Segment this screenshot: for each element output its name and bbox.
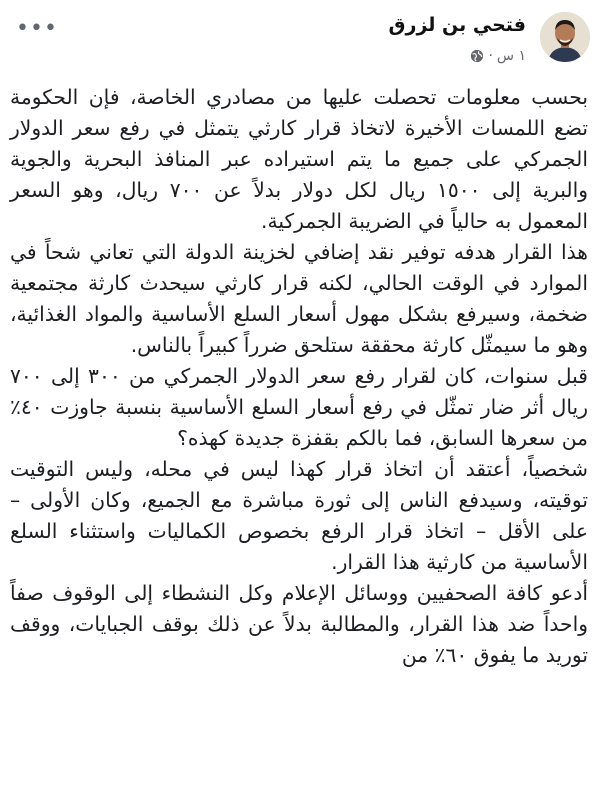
post-header (0, 8, 600, 80)
meta-separator: · (488, 48, 493, 64)
more-options-icon[interactable]: ••• (16, 16, 58, 41)
post-paragraph: قبل سنوات، كان لقرار رفع سعر الدولار الجمركي من ٣٠٠ إلى ٧٠٠ ريال أثر ضار تمثّل في رفع أسعار السلع الأساسية بنسبة جاوزت ٤٠٪ من سعرها السابق، فما بالكم بقفزة جديدة كهذه؟ (10, 364, 588, 450)
post-paragraph: أدعو كافة الصحفيين ووسائل الإعلام وكل النشطاء إلى الوقوف صفاً واحداً ضد هذا القرار، والمطالبة بدلاً عن ذلك بوقف الجبايات، ووقف توريد ما يفوق ٦٠٪ من (10, 581, 588, 667)
globe-icon (470, 49, 484, 63)
post-paragraph: بحسب معلومات تحصلت عليها من مصادري الخاصة، فإن الحكومة تضع اللمسات الأخيرة لاتخاذ قرار كارثي يتمثل في رفع سعر الدولار الجمركي على جميع ما يتم استيراده عبر المنافذ البحرية والجوية والبرية إلى ١٥٠٠ ريال لكل دولار بدلاً عن ٧٠٠ ريال، وهو السعر المعمول به حالياً في الضريبة الجمركية. (10, 85, 588, 233)
post-paragraph: شخصياً، أعتقد أن اتخاذ قرار كهذا ليس في محله، وليس التوقيت توقيته، وسيدفع الناس إلى ثورة مباشرة مع الجميع، وكان الأولى – على الأقل – اتخاذ قرار الرفع بخصوص الكماليات واستثناء السلع الأساسية من كارثية هذا القرار. (10, 457, 588, 574)
post-meta (470, 48, 526, 64)
avatar-image (540, 12, 590, 62)
post-paragraph: هذا القرار هدفه توفير نقد إضافي لخزينة الدولة التي تعاني شحاً في الموارد في الوقت الحالي، لكنه قرار كارثي سيحدث كارثة مجتمعية ضخمة، وسيرفع بشكل مهول أسعار السلع الأساسية والمواد الغذائية، وهو ما سيمثّل كارثة محققة ستلحق ضرراً كبيراً بالناس. (10, 240, 588, 357)
author-name[interactable]: فتحي بن لزرق (388, 14, 526, 36)
post-body (10, 82, 588, 671)
post-time[interactable]: ١ س (496, 48, 526, 64)
author-avatar[interactable] (540, 12, 590, 62)
